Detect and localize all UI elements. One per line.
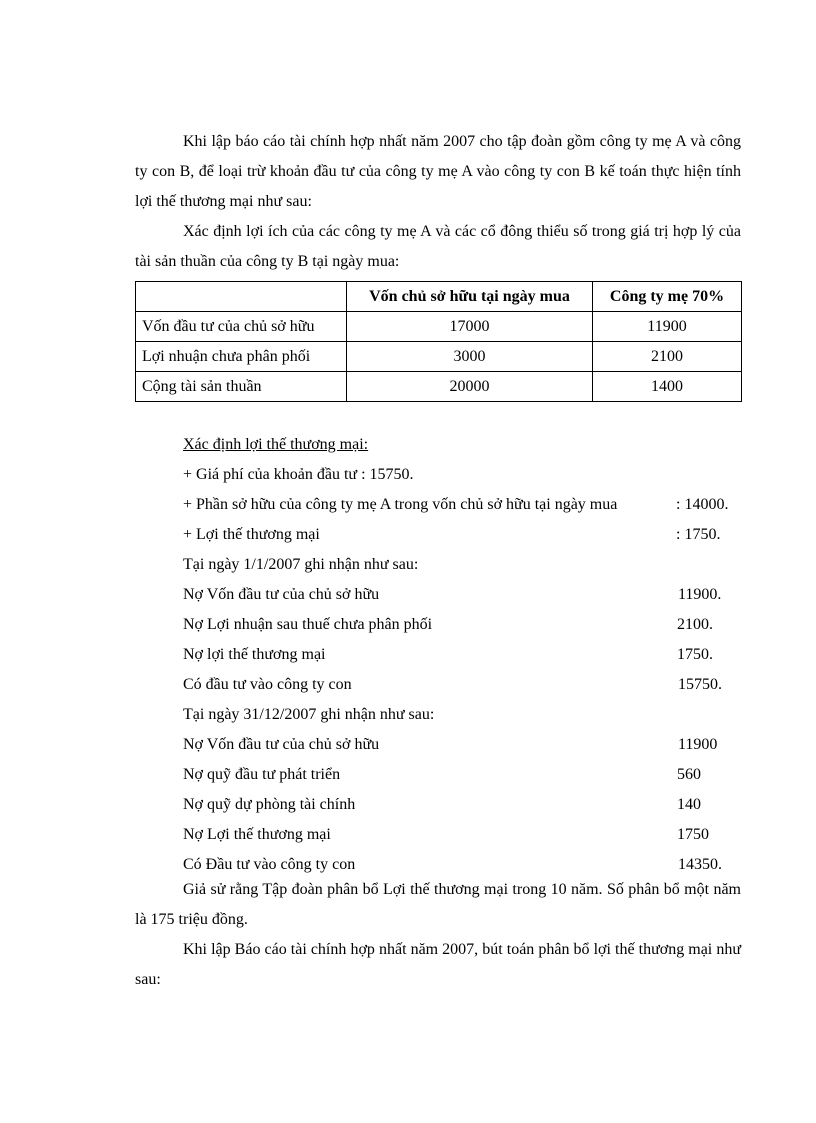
journal-amount: 1750. xyxy=(677,646,713,663)
journal-amount: 2100. xyxy=(677,616,713,633)
goodwill-heading xyxy=(183,430,743,460)
goodwill-amount: : 1750. xyxy=(676,526,721,543)
closing-paragraph-1: Giả sử rằng Tập đoàn phân bổ Lợi thế thương mại trong 10 năm. Số phân bổ một năm là 175 triệu đồng. xyxy=(135,881,741,928)
entry1-heading-text: Tại ngày 1/1/2007 ghi nhận như sau: xyxy=(183,556,419,573)
table-cell: 3000 xyxy=(347,342,593,372)
goodwill-label: + Giá phí của khoản đầu tư : 15750. xyxy=(183,466,414,483)
journal-label: Có đầu tư vào công ty con xyxy=(183,676,352,693)
table-header-row xyxy=(136,282,742,312)
table-row xyxy=(136,342,742,372)
table-header-cell: Công ty mẹ 70% xyxy=(593,282,742,312)
table-row xyxy=(136,312,742,342)
goodwill-label: + Phần sở hữu của công ty mẹ A trong vốn chủ sở hữu tại ngày mua xyxy=(183,496,618,513)
goodwill-line xyxy=(183,520,743,550)
table-cell: 2100 xyxy=(593,342,742,372)
journal-amount: 11900. xyxy=(678,586,722,603)
journal-line xyxy=(183,730,743,760)
journal-line xyxy=(183,640,743,670)
journal-line xyxy=(183,820,743,850)
ownership-table xyxy=(135,281,742,402)
goodwill-line xyxy=(183,490,743,520)
table-cell: 17000 xyxy=(347,312,593,342)
intro-paragraph-2: Xác định lợi ích của các công ty mẹ A và các cổ đông thiểu số trong giá trị hợp lý của tài sản thuần của công ty B tại ngày mua: xyxy=(135,223,741,270)
journal-line xyxy=(183,670,743,700)
journal-label: Nợ Lợi nhuận sau thuế chưa phân phối xyxy=(183,616,433,633)
journal-amount: 560 xyxy=(677,766,701,783)
table-cell: Vốn đầu tư của chủ sở hữu xyxy=(136,312,347,342)
journal-amount: 14350. xyxy=(678,856,722,873)
intro-paragraph-1: Khi lập báo cáo tài chính hợp nhất năm 2007 cho tập đoàn gồm công ty mẹ A và công ty con B, để loại trừ khoản đầu tư của công ty mẹ A vào công ty con B kế toán thực hiện tính lợi thế thương mại như sau: xyxy=(135,133,741,210)
goodwill-amount: : 14000. xyxy=(676,496,729,513)
journal-label: Nợ Vốn đầu tư của chủ sở hữu xyxy=(183,586,380,603)
journal-label: Nợ quỹ đầu tư phát triển xyxy=(183,766,341,783)
journal-amount: 11900 xyxy=(678,736,718,753)
table-header-cell xyxy=(136,282,347,312)
journal-amount: 15750. xyxy=(678,676,722,693)
table-cell: 1400 xyxy=(593,372,742,402)
journal-amount: 140 xyxy=(677,796,701,813)
journal-label: Có Đầu tư vào công ty con xyxy=(183,856,356,873)
table-cell: Lợi nhuận chưa phân phối xyxy=(136,342,347,372)
journal-label: Nợ lợi thế thương mại xyxy=(183,646,326,663)
goodwill-line xyxy=(183,460,743,490)
journal-amount: 1750 xyxy=(677,826,709,843)
table-row xyxy=(136,372,742,402)
journal-line xyxy=(183,790,743,820)
journal-label: Nợ Lợi thế thương mại xyxy=(183,826,331,843)
table-header-cell: Vốn chủ sở hữu tại ngày mua xyxy=(347,282,593,312)
table-cell: 11900 xyxy=(593,312,742,342)
entry2-heading-text: Tại ngày 31/12/2007 ghi nhận như sau: xyxy=(183,706,435,723)
journal-label: Nợ quỹ dự phòng tài chính xyxy=(183,796,356,813)
journal-line xyxy=(183,580,743,610)
goodwill-heading-text: Xác định lợi thế thương mại: xyxy=(183,436,369,453)
closing-paragraph-2: Khi lập Báo cáo tài chính hợp nhất năm 2007, bút toán phân bổ lợi thế thương mại như sau: xyxy=(135,941,741,988)
entry2-heading xyxy=(183,700,743,730)
goodwill-label: + Lợi thế thương mại xyxy=(183,526,320,543)
entry1-heading xyxy=(183,550,743,580)
table-cell: 20000 xyxy=(347,372,593,402)
table-cell: Cộng tài sản thuần xyxy=(136,372,347,402)
journal-line xyxy=(183,610,743,640)
journal-label: Nợ Vốn đầu tư của chủ sở hữu xyxy=(183,736,380,753)
journal-line xyxy=(183,760,743,790)
